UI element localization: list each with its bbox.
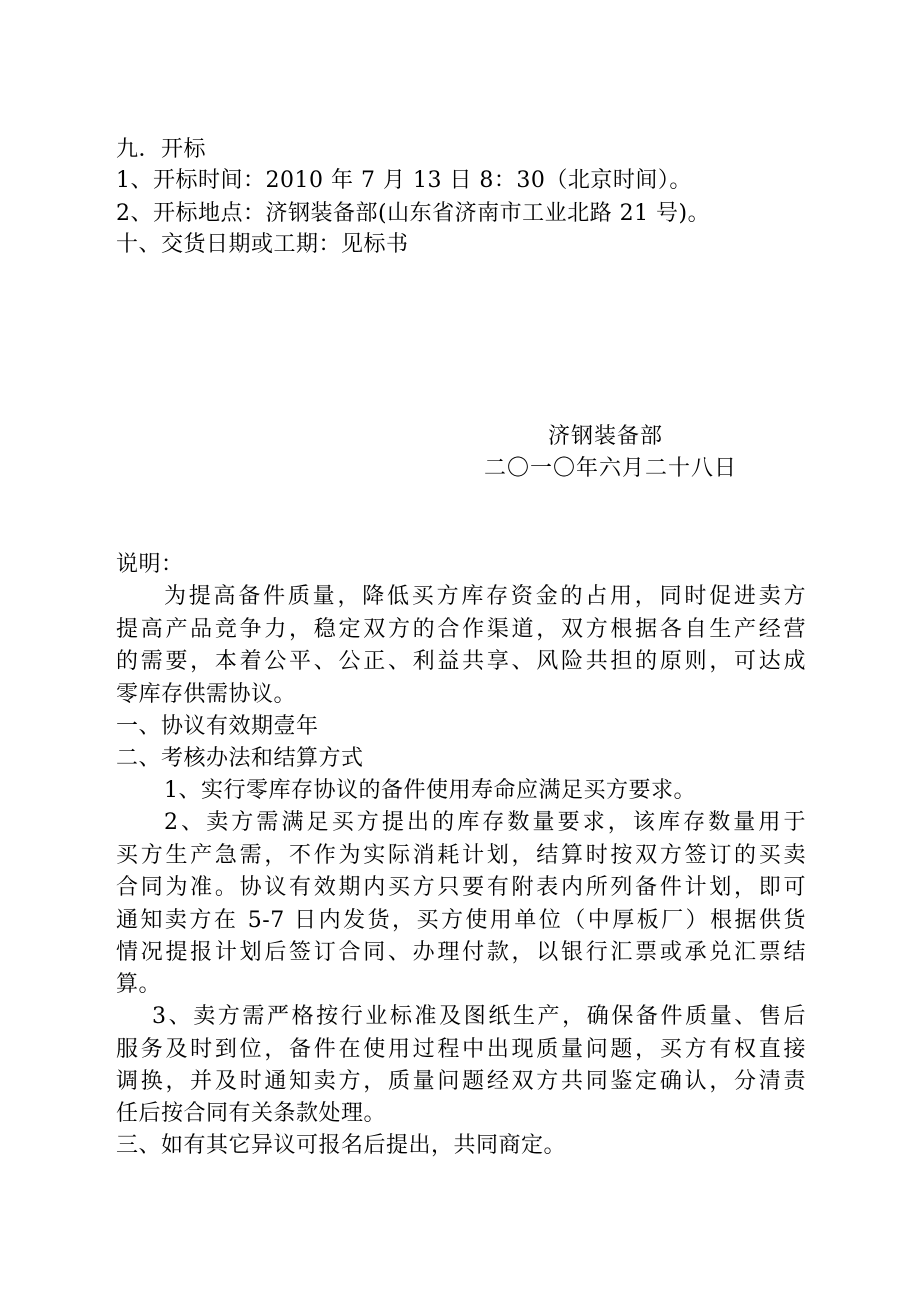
signature-org: 济钢装备部 bbox=[548, 424, 664, 449]
clause-two-item-2-line: 算。 bbox=[116, 972, 162, 997]
notes-intro-line: 的需要，本着公平、公正、利益共享、风险共担的原则，可达成 bbox=[116, 649, 806, 674]
clause-two-item-2-line: 买方生产急需，不作为实际消耗计划，结算时按双方签订的买卖 bbox=[116, 843, 806, 868]
clause-two-item-3-line: 3、卖方需严格按行业标准及图纸生产，确保备件质量、售后 bbox=[152, 1004, 806, 1029]
clause-two-item-2-line: 合同为准。协议有效期内买方只要有附表内所列备件计划，即可 bbox=[116, 875, 806, 900]
clause-two-item-2-line: 通知卖方在 5-7 日内发货，买方使用单位（中厚板厂）根据供货 bbox=[116, 908, 806, 933]
opening-time: 1、开标时间：2010 年 7 月 13 日 8：30（北京时间）。 bbox=[116, 168, 692, 193]
clause-one: 一、协议有效期壹年 bbox=[116, 714, 319, 739]
notes-intro-line: 零库存供需协议。 bbox=[116, 682, 297, 707]
notes-intro-line: 提高产品竞争力，稳定双方的合作渠道，双方根据各自生产经营 bbox=[116, 617, 806, 642]
notes-heading: 说明： bbox=[116, 552, 184, 577]
clause-two-item-3-line: 调换，并及时通知卖方，质量问题经双方共同鉴定确认，分清责 bbox=[116, 1069, 806, 1094]
clause-two-item-2-line: 2、卖方需满足买方提出的库存数量要求，该库存数量用于 bbox=[164, 810, 806, 835]
section-nine-heading: 九．开标 bbox=[116, 137, 207, 162]
clause-two-heading: 二、考核办法和结算方式 bbox=[116, 746, 364, 771]
clause-two-item-3-line: 服务及时到位，备件在使用过程中出现质量问题，买方有权直接 bbox=[116, 1037, 806, 1062]
signature-date: 二〇一〇年六月二十八日 bbox=[484, 456, 738, 481]
clause-two-item-2-line: 情况提报计划后签订合同、办理付款，以银行汇票或承兑汇票结 bbox=[116, 940, 806, 965]
clause-two-item-3-line: 任后按合同有关条款处理。 bbox=[116, 1101, 387, 1126]
clause-two-item-1: 1、实行零库存协议的备件使用寿命应满足买方要求。 bbox=[164, 778, 696, 803]
clause-three: 三、如有其它异议可报名后提出，共同商定。 bbox=[116, 1133, 567, 1158]
delivery-date: 十、交货日期或工期：见标书 bbox=[116, 232, 409, 257]
opening-place: 2、开标地点：济钢装备部(山东省济南市工业北路 21 号)。 bbox=[116, 201, 711, 226]
notes-intro-line: 为提高备件质量，降低买方库存资金的占用，同时促进卖方 bbox=[164, 584, 806, 609]
